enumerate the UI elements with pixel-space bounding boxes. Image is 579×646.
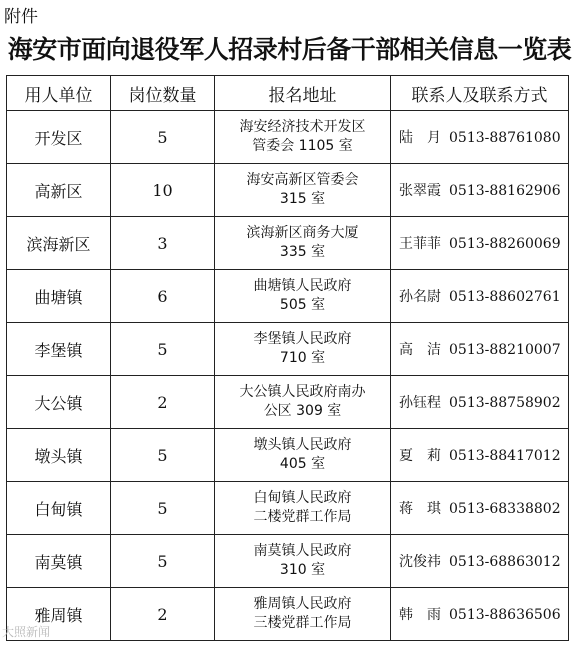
address-line-1: 南莫镇人民政府 [253,543,352,559]
address-cell [215,164,391,217]
address-line-2: 710 室 [279,350,326,366]
table-row [7,535,569,588]
contact-cell [391,376,569,429]
contact-cell [391,217,569,270]
address-line-1: 李堡镇人民政府 [253,331,352,347]
address-line-2: 405 室 [279,456,326,472]
contact-phone: 0513-88162906 [449,183,561,199]
table-row [7,111,569,164]
table-row [7,588,569,641]
unit-cell: 雅周镇 [7,588,111,641]
contact-phone: 0513-68863012 [449,554,561,570]
address-cell [215,535,391,588]
count-cell: 5 [111,111,215,164]
unit-cell: 滨海新区 [7,217,111,270]
address-cell [215,588,391,641]
count-cell: 6 [111,270,215,323]
address-line-2: 315 室 [279,191,326,207]
contact-name: 夏 莉 [399,448,441,464]
count-cell: 5 [111,429,215,482]
contact-name: 张翠霞 [399,183,441,199]
contact-cell [391,535,569,588]
address-cell [215,111,391,164]
contact-cell [391,482,569,535]
unit-cell: 白甸镇 [7,482,111,535]
address-line-1: 雅周镇人民政府 [253,596,352,612]
header-address: 报名地址 [215,76,391,111]
address-cell [215,323,391,376]
header-count: 岗位数量 [111,76,215,111]
unit-cell: 曲塘镇 [7,270,111,323]
unit-cell: 大公镇 [7,376,111,429]
address-line-2: 505 室 [279,297,326,313]
unit-cell: 高新区 [7,164,111,217]
contact-cell [391,270,569,323]
unit-cell: 墩头镇 [7,429,111,482]
count-cell: 10 [111,164,215,217]
table-body [7,111,569,641]
count-cell: 5 [111,323,215,376]
unit-cell: 李堡镇 [7,323,111,376]
watermark: 大照新闻 [2,625,51,639]
contact-name: 高 洁 [399,342,441,358]
contact-cell [391,429,569,482]
unit-cell: 南莫镇 [7,535,111,588]
contact-cell [391,164,569,217]
contact-name: 蒋 琪 [399,501,441,517]
contact-phone: 0513-88210007 [449,342,561,358]
address-line-1: 墩头镇人民政府 [253,437,352,453]
count-cell: 2 [111,588,215,641]
address-cell [215,217,391,270]
address-line-1: 曲塘镇人民政府 [253,278,352,294]
address-line-2: 管委会 1105 室 [252,138,353,154]
contact-cell [391,111,569,164]
header-contact: 联系人及联系方式 [391,76,569,111]
address-line-1: 海安经济技术开发区 [239,119,366,135]
contact-name: 王菲菲 [399,236,441,252]
contact-cell [391,588,569,641]
table-row [7,164,569,217]
header-unit: 用人单位 [7,76,111,111]
contact-name: 孙名尉 [399,289,441,305]
table-header-row [7,76,569,111]
count-cell: 5 [111,535,215,588]
table-row [7,323,569,376]
attachment-label: 附件 [4,7,38,27]
contact-phone: 0513-88761080 [449,130,561,146]
contact-phone: 0513-88602761 [449,289,561,305]
count-cell: 3 [111,217,215,270]
contact-phone: 0513-68338802 [449,501,561,517]
contact-name: 沈俊祎 [399,554,441,570]
address-line-1: 大公镇人民政府南办 [239,384,366,400]
address-line-2: 335 室 [279,244,326,260]
table-row [7,376,569,429]
address-line-1: 海安高新区管委会 [246,172,359,188]
unit-cell: 开发区 [7,111,111,164]
address-cell [215,270,391,323]
info-table [6,75,569,641]
count-cell: 5 [111,482,215,535]
address-line-1: 滨海新区商务大厦 [246,225,359,241]
contact-cell [391,323,569,376]
address-cell [215,376,391,429]
address-line-2: 二楼党群工作局 [253,509,352,525]
document-title: 海安市面向退役军人招录村后备干部相关信息一览表 [7,35,572,64]
contact-phone: 0513-88260069 [449,236,561,252]
contact-name: 韩 雨 [399,607,441,623]
contact-phone: 0513-88636506 [449,607,561,623]
address-line-2: 公区 309 室 [263,403,342,419]
table-row [7,429,569,482]
address-cell [215,482,391,535]
address-line-2: 310 室 [279,562,326,578]
address-cell [215,429,391,482]
table-row [7,482,569,535]
contact-name: 孙钰程 [399,395,441,411]
address-line-2: 三楼党群工作局 [253,615,352,631]
contact-name: 陆 月 [399,130,441,146]
table-row [7,270,569,323]
address-line-1: 白甸镇人民政府 [253,490,352,506]
table-row [7,217,569,270]
contact-phone: 0513-88758902 [449,395,561,411]
contact-phone: 0513-88417012 [449,448,561,464]
count-cell: 2 [111,376,215,429]
